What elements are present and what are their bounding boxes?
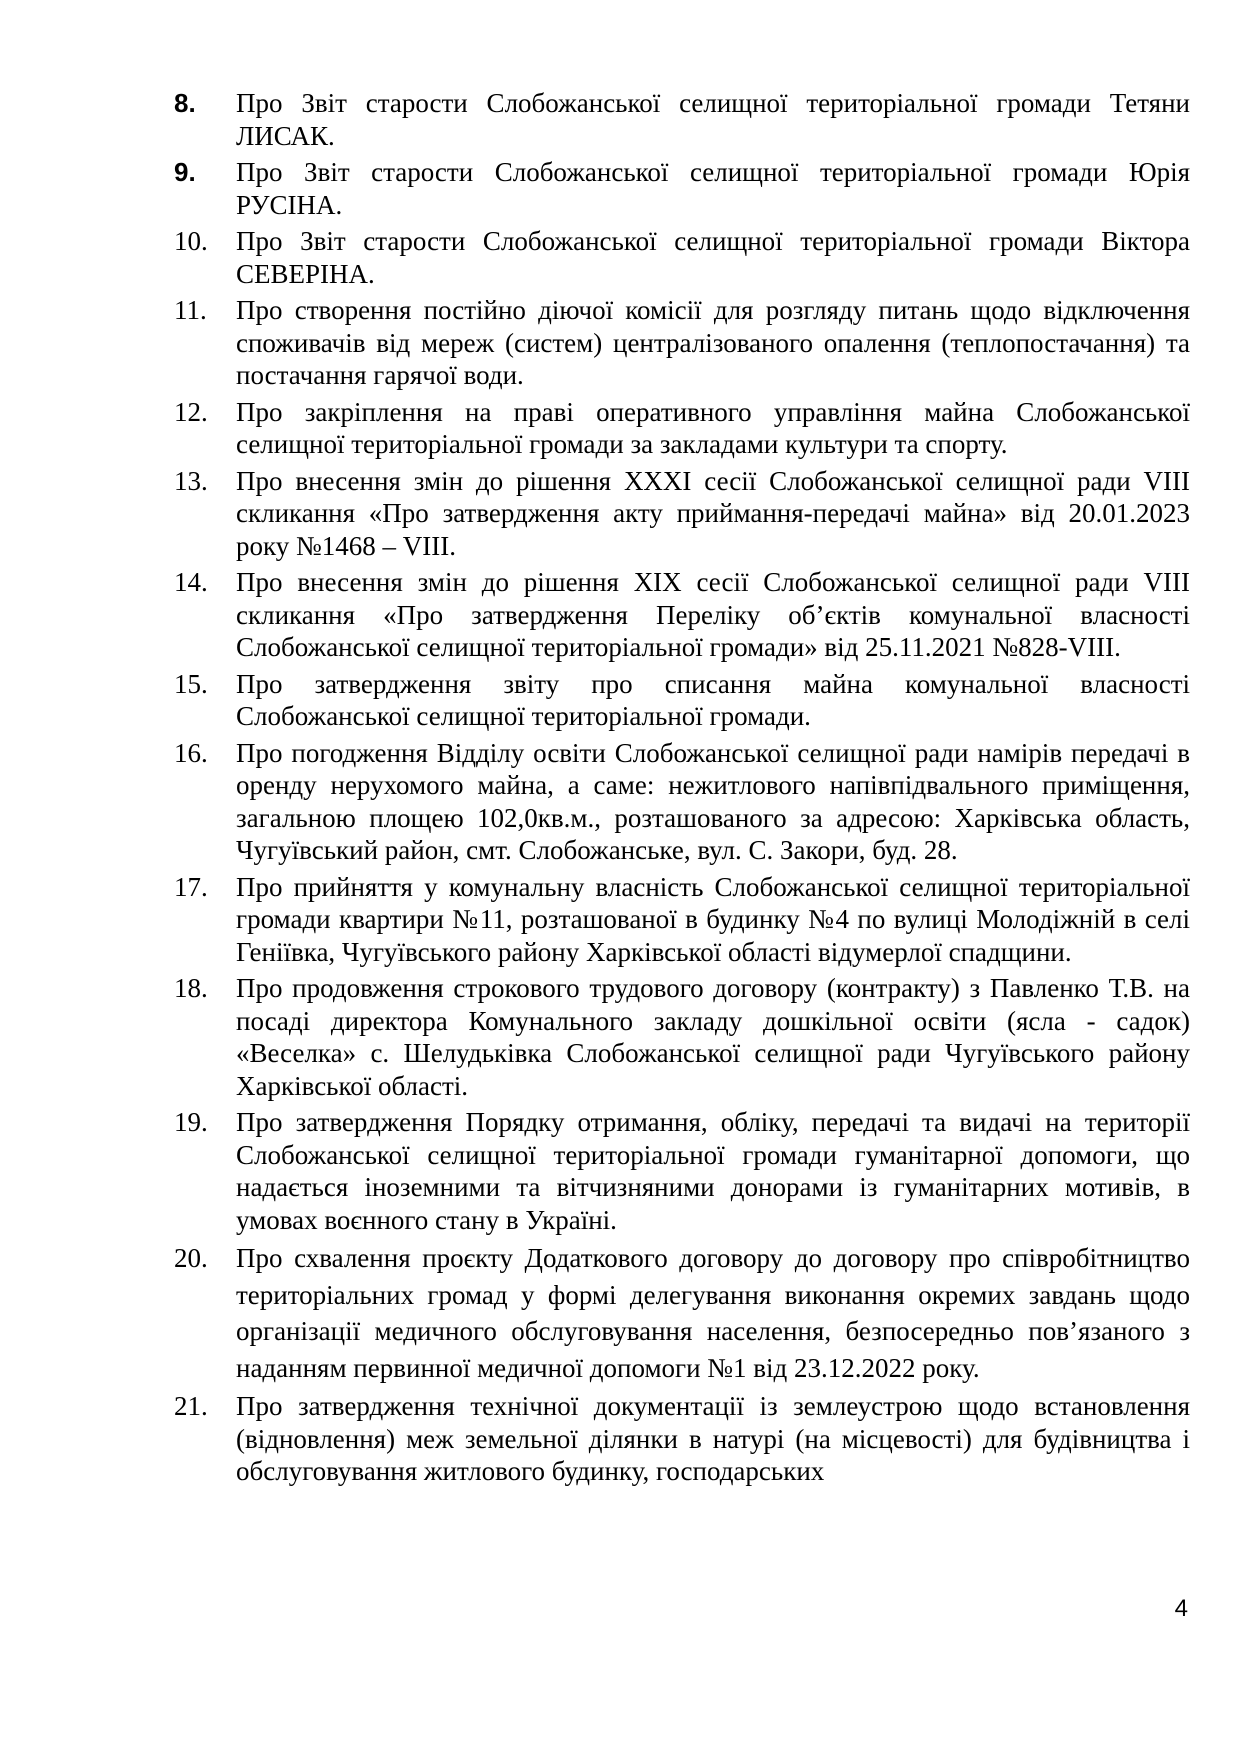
item-text: Про затвердження звіту про списання майна комунальної власності Слобожанської селищної територіальної громади. bbox=[236, 668, 1190, 731]
item-number: 15. bbox=[174, 668, 208, 699]
item-text: Про схвалення проєкту Додаткового договору до договору про співробітництво територіальних громад у формі делегування виконання окремих завдань щодо організації медичного обслуговування населення, безпосередньо пов’язаного з наданням первинної медичної допомоги №1 від 23.12.2022 року. bbox=[236, 1243, 1190, 1383]
agenda-item-8 bbox=[174, 87, 1190, 152]
page-number: 4 bbox=[1174, 1595, 1188, 1622]
agenda-item-17 bbox=[174, 871, 1190, 969]
item-text: Про Звіт старости Слобожанської селищної територіальної громади Тетяни ЛИСАК. bbox=[236, 88, 1190, 151]
item-number: 11. bbox=[174, 295, 207, 325]
item-number: 20. bbox=[174, 1243, 208, 1273]
item-number: 9. bbox=[174, 157, 196, 187]
agenda-item-21 bbox=[174, 1390, 1190, 1488]
agenda-item-13 bbox=[174, 465, 1190, 563]
item-text: Про затвердження Порядку отримання, обліку, передачі та видачі на території Слобожанської селищної територіальної громади гуманітарної допомоги, що надається іноземними та вітчизняними донорами із гуманітарних мотивів, в умовах воєнного стану в Україні. bbox=[236, 1107, 1190, 1235]
item-number: 19. bbox=[174, 1107, 208, 1137]
item-text: Про внесення змін до рішення XXXI сесії Слобожанської селищної ради VIII скликання «Про затвердження акту приймання-передачі майна» від 20.01.2023 року №1468 – VIII. bbox=[236, 465, 1190, 561]
agenda-item-10 bbox=[174, 225, 1190, 290]
agenda-item-15 bbox=[174, 668, 1190, 733]
item-number: 16. bbox=[174, 737, 208, 768]
agenda-item-12 bbox=[174, 396, 1190, 461]
agenda-item-14 bbox=[174, 566, 1190, 664]
item-number: 21. bbox=[174, 1391, 208, 1421]
item-text: Про затвердження технічної документації із землеустрою щодо встановлення (відновлення) меж земельної ділянки в натурі (на місцевості) для будівництва і обслуговування житлового будинку, господарських bbox=[236, 1391, 1190, 1486]
item-text: Про продовження строкового трудового договору (контракту) з Павленко Т.В. на посаді директора Комунального закладу дошкільної освіти (ясла - садок) «Веселка» с. Шелудьківка Слобожанської селищної ради Чугуївського району Харківської області. bbox=[236, 973, 1190, 1101]
item-text: Про внесення змін до рішення XIX сесії Слобожанської селищної ради VIII скликання «Про затвердження Переліку об’єктів комунальної власності Слобожанської селищної територіальної громади» від 25.11.2021 №828-VIII. bbox=[236, 567, 1190, 662]
item-text: Про погодження Відділу освіти Слобожанської селищної ради намірів передачі в оренду нерухомого майна, а саме: нежитлового напівпідвального приміщення, загальною площею 102,0кв.м., розташованого за адресою: Харківська область, Чугуївський район, смт. Слобожанське, вул. С. Закори, буд. 28. bbox=[236, 737, 1190, 865]
item-text: Про створення постійно діючої комісії для розгляду питань щодо відключення споживачів від мереж (систем) централізованого опалення (теплопостачання) та постачання гарячої води. bbox=[236, 295, 1190, 390]
item-text: Про Звіт старости Слобожанської селищної територіальної громади Віктора СЕВЕРІНА. bbox=[236, 226, 1190, 289]
item-number: 18. bbox=[174, 973, 208, 1003]
agenda-item-18 bbox=[174, 972, 1190, 1102]
agenda-item-9 bbox=[174, 156, 1190, 221]
item-number: 10. bbox=[174, 226, 208, 256]
item-text: Про прийняття у комунальну власність Слобожанської селищної територіальної громади квартири №11, розташованої в будинку №4 по вулиці Молодіжній в селі Геніївка, Чугуївського району Харківської області відумерлої спадщини. bbox=[236, 871, 1190, 967]
agenda-item-11 bbox=[174, 294, 1190, 392]
item-text: Про Звіт старости Слобожанської селищної територіальної громади Юрія РУСІНА. bbox=[236, 157, 1190, 220]
item-number: 12. bbox=[174, 396, 208, 427]
item-number: 13. bbox=[174, 465, 208, 496]
item-number: 14. bbox=[174, 567, 208, 597]
agenda-item-19 bbox=[174, 1106, 1190, 1236]
agenda-item-20 bbox=[174, 1240, 1190, 1386]
agenda-list bbox=[174, 87, 1190, 1492]
item-number: 17. bbox=[174, 871, 208, 902]
agenda-item-16 bbox=[174, 737, 1190, 867]
item-text: Про закріплення на праві оперативного управління майна Слобожанської селищної територіальної громади за закладами культури та спорту. bbox=[236, 396, 1190, 459]
item-number: 8. bbox=[174, 88, 196, 118]
